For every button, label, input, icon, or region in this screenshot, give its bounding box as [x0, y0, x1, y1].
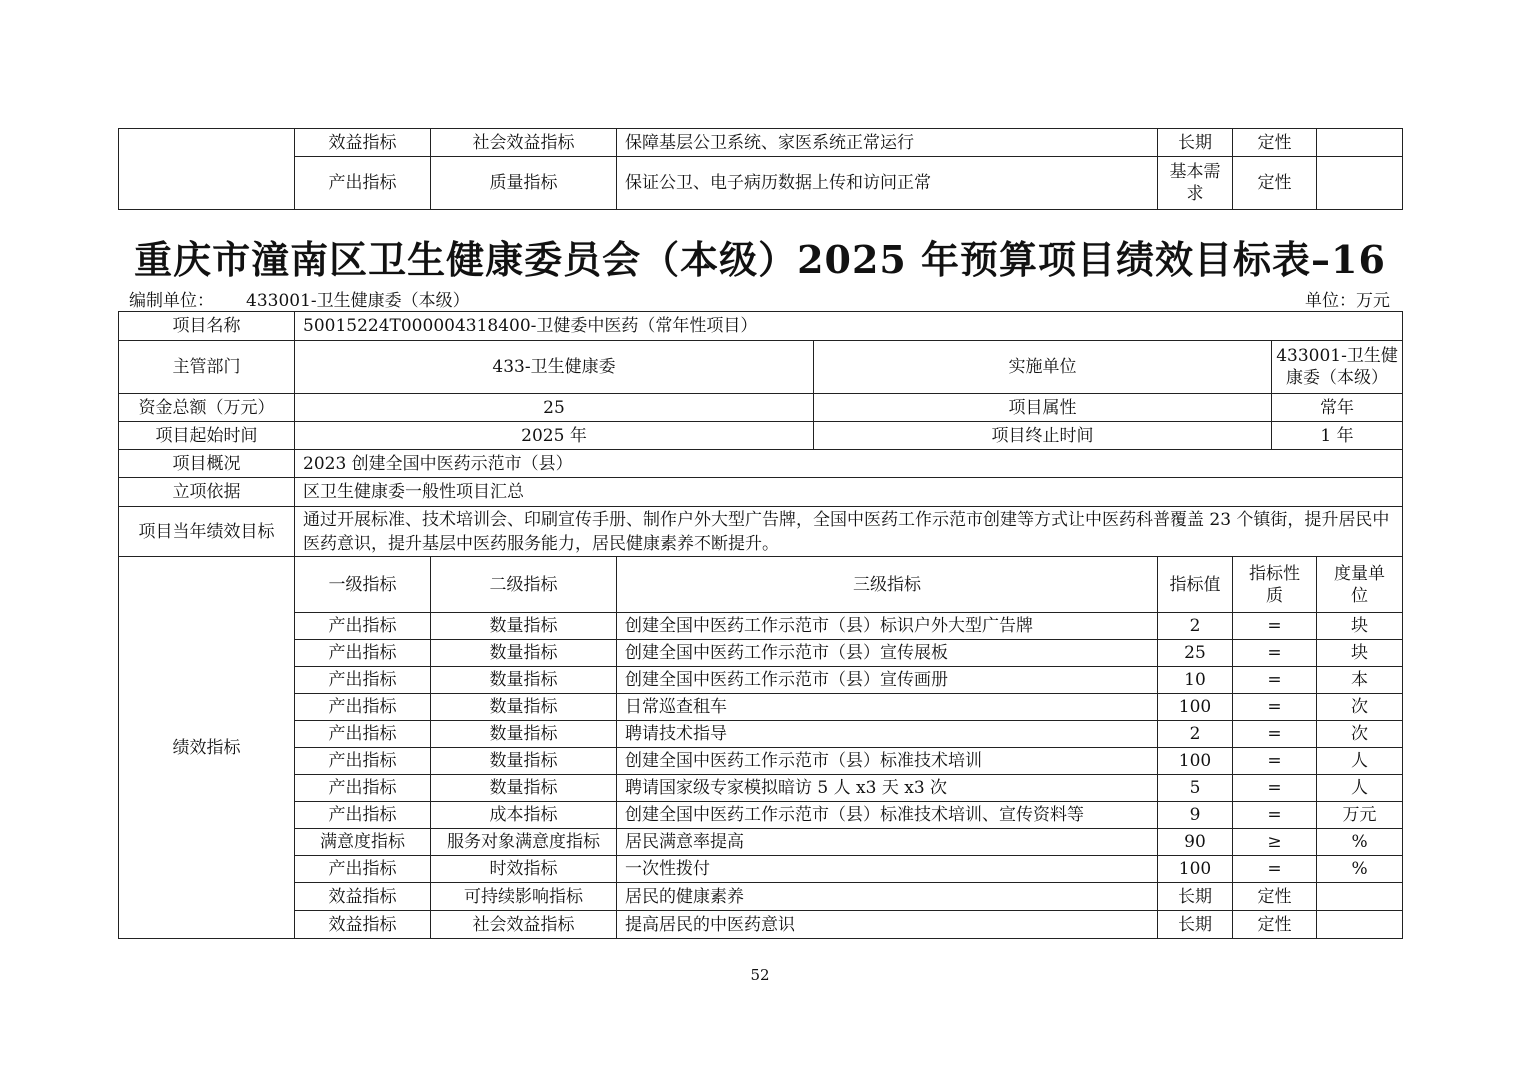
start-value: 2025 年 [295, 422, 814, 450]
header-level1: 一级指标 [295, 557, 431, 613]
header-value: 指标值 [1158, 557, 1233, 613]
value-cell: 100 [1158, 856, 1233, 883]
attr-value: 常年 [1272, 394, 1403, 422]
indicator-row [119, 775, 1403, 802]
row-time [119, 422, 1403, 450]
level2-cell: 数量指标 [431, 640, 617, 667]
level3-cell: 创建全国中医药工作示范市（县）宣传展板 [617, 640, 1158, 667]
value-cell: 9 [1158, 802, 1233, 829]
indicator-row [119, 667, 1403, 694]
dept-label: 主管部门 [119, 341, 295, 394]
level1-cell: 效益指标 [295, 911, 431, 939]
impl-label: 实施单位 [814, 341, 1272, 394]
level3-cell: 一次性拨付 [617, 856, 1158, 883]
row-overview [119, 450, 1403, 478]
indicator-row [119, 640, 1403, 667]
level2-cell: 可持续影响指标 [431, 883, 617, 911]
basis-label: 立项依据 [119, 478, 295, 507]
basis-value: 区卫生健康委一般性项目汇总 [295, 478, 1403, 507]
indicator-row [119, 721, 1403, 748]
level2-cell: 社会效益指标 [431, 911, 617, 939]
value-cell: 90 [1158, 829, 1233, 856]
nature-cell: = [1233, 721, 1317, 748]
impl-value: 433001-卫生健康委（本级） [1272, 341, 1403, 394]
unit-cell [1317, 883, 1403, 911]
row-project-name [119, 312, 1403, 341]
value-cell: 长期 [1158, 883, 1233, 911]
dept-value: 433-卫生健康委 [295, 341, 814, 394]
table-row [119, 157, 1403, 210]
level1-cell: 满意度指标 [295, 829, 431, 856]
overview-label: 项目概况 [119, 450, 295, 478]
page-title: 重庆市潼南区卫生健康委员会（本级）2025 年预算项目绩效目标表–16 [134, 237, 1386, 282]
compile-unit-value: 433001-卫生健康委（本级） [246, 291, 470, 311]
row-department [119, 341, 1403, 394]
unit-cell: 万元 [1317, 802, 1403, 829]
level3-cell: 创建全国中医药工作示范市（县）宣传画册 [617, 667, 1158, 694]
level3-cell: 提高居民的中医药意识 [617, 911, 1158, 939]
value-cell: 长期 [1158, 129, 1233, 157]
compile-unit-label: 编制单位： [129, 291, 214, 311]
level3-cell: 创建全国中医药工作示范市（县）标准技术培训、宣传资料等 [617, 802, 1158, 829]
indicator-row [119, 856, 1403, 883]
unit-cell: 人 [1317, 748, 1403, 775]
level3-cell: 聘请国家级专家模拟暗访 5 人 x3 天 x3 次 [617, 775, 1158, 802]
goal-label: 项目当年绩效目标 [119, 507, 295, 557]
indicator-row [119, 883, 1403, 911]
level2-cell: 数量指标 [431, 694, 617, 721]
value-cell: 长期 [1158, 911, 1233, 939]
nature-cell: 定性 [1233, 911, 1317, 939]
indicator-header-row [119, 557, 1403, 613]
value-cell: 10 [1158, 667, 1233, 694]
table-row [119, 129, 1403, 157]
level2-cell: 社会效益指标 [431, 129, 617, 157]
level1-cell: 产出指标 [295, 748, 431, 775]
level1-cell: 产出指标 [295, 640, 431, 667]
nature-cell: ≥ [1233, 829, 1317, 856]
value-cell: 基本需求 [1158, 157, 1233, 210]
level1-cell: 产出指标 [295, 157, 431, 210]
indicator-row [119, 748, 1403, 775]
nature-cell: 定性 [1233, 883, 1317, 911]
nature-cell: = [1233, 694, 1317, 721]
overview-value: 2023 创建全国中医药示范市（县） [295, 450, 1403, 478]
attr-label: 项目属性 [814, 394, 1272, 422]
value-cell: 2 [1158, 613, 1233, 640]
indicator-row [119, 829, 1403, 856]
unit-cell: % [1317, 856, 1403, 883]
unit-cell: 本 [1317, 667, 1403, 694]
header-level3: 三级指标 [617, 557, 1158, 613]
value-cell: 100 [1158, 748, 1233, 775]
compile-unit [129, 286, 502, 311]
level1-cell: 产出指标 [295, 613, 431, 640]
level1-cell: 产出指标 [295, 667, 431, 694]
unit-cell [1317, 129, 1403, 157]
header-unit: 度量单位 [1317, 557, 1403, 613]
project-name-label: 项目名称 [119, 312, 295, 341]
indicator-row [119, 694, 1403, 721]
money-unit: 单位：万元 [1305, 291, 1390, 311]
header-nature: 指标性质 [1233, 557, 1317, 613]
nature-cell: = [1233, 613, 1317, 640]
level2-cell: 数量指标 [431, 613, 617, 640]
level3-cell: 居民满意率提高 [617, 829, 1158, 856]
value-cell: 5 [1158, 775, 1233, 802]
header-level2: 二级指标 [431, 557, 617, 613]
nature-cell: = [1233, 856, 1317, 883]
level1-cell: 产出指标 [295, 721, 431, 748]
project-name: 50015224T000004318400-卫健委中医药（常年性项目） [295, 312, 1403, 341]
nature-cell: 定性 [1233, 129, 1317, 157]
level1-cell: 效益指标 [295, 883, 431, 911]
fund-value: 25 [295, 394, 814, 422]
nature-cell: 定性 [1233, 157, 1317, 210]
indicator-row [119, 911, 1403, 939]
level3-cell: 保证公卫、电子病历数据上传和访问正常 [617, 157, 1158, 210]
unit-cell [1317, 911, 1403, 939]
level1-cell: 产出指标 [295, 775, 431, 802]
table-body [119, 312, 1403, 939]
nature-cell: = [1233, 748, 1317, 775]
level3-cell: 聘请技术指导 [617, 721, 1158, 748]
level2-cell: 数量指标 [431, 775, 617, 802]
value-cell: 100 [1158, 694, 1233, 721]
start-label: 项目起始时间 [119, 422, 295, 450]
level1-cell: 产出指标 [295, 694, 431, 721]
value-cell: 25 [1158, 640, 1233, 667]
value-cell: 2 [1158, 721, 1233, 748]
level2-cell: 数量指标 [431, 721, 617, 748]
nature-cell: = [1233, 775, 1317, 802]
unit-cell: 人 [1317, 775, 1403, 802]
nature-cell: = [1233, 802, 1317, 829]
nature-cell: = [1233, 640, 1317, 667]
level1-cell: 产出指标 [295, 856, 431, 883]
unit-cell: % [1317, 829, 1403, 856]
fund-label: 资金总额（万元） [119, 394, 295, 422]
unit-cell [1317, 157, 1403, 210]
level2-cell: 数量指标 [431, 748, 617, 775]
level2-cell: 数量指标 [431, 667, 617, 694]
unit-cell: 块 [1317, 640, 1403, 667]
row-goal [119, 507, 1403, 557]
row-basis [119, 478, 1403, 507]
indicator-row [119, 613, 1403, 640]
continued-rows [119, 129, 1403, 210]
level3-cell: 日常巡查租车 [617, 694, 1158, 721]
continued-indicator-table [118, 128, 1403, 210]
blank-cell [119, 129, 295, 210]
goal-value: 通过开展标准、技术培训会、印刷宣传手册、制作户外大型广告牌，全国中医药工作示范市创建等方式让中医药科普覆盖 23 个镇街，提升居民中医药意识，提升基层中医药服务能力，居民健康素养不断提升。 [295, 507, 1403, 557]
unit-cell: 次 [1317, 721, 1403, 748]
level3-cell: 保障基层公卫系统、家医系统正常运行 [617, 129, 1158, 157]
nature-cell: = [1233, 667, 1317, 694]
level1-cell: 产出指标 [295, 802, 431, 829]
end-value: 1 年 [1272, 422, 1403, 450]
level2-cell: 服务对象满意度指标 [431, 829, 617, 856]
performance-target-table [118, 311, 1403, 939]
indicator-row [119, 802, 1403, 829]
level3-cell: 创建全国中医药工作示范市（县）标准技术培训 [617, 748, 1158, 775]
level2-cell: 时效指标 [431, 856, 617, 883]
row-fund [119, 394, 1403, 422]
level1-cell: 效益指标 [295, 129, 431, 157]
unit-cell: 块 [1317, 613, 1403, 640]
end-label: 项目终止时间 [814, 422, 1272, 450]
page-number: 52 [750, 966, 770, 984]
level2-cell: 成本指标 [431, 802, 617, 829]
indicators-label: 绩效指标 [119, 557, 295, 939]
level3-cell: 创建全国中医药工作示范市（县）标识户外大型广告牌 [617, 613, 1158, 640]
level2-cell: 质量指标 [431, 157, 617, 210]
level3-cell: 居民的健康素养 [617, 883, 1158, 911]
unit-cell: 次 [1317, 694, 1403, 721]
